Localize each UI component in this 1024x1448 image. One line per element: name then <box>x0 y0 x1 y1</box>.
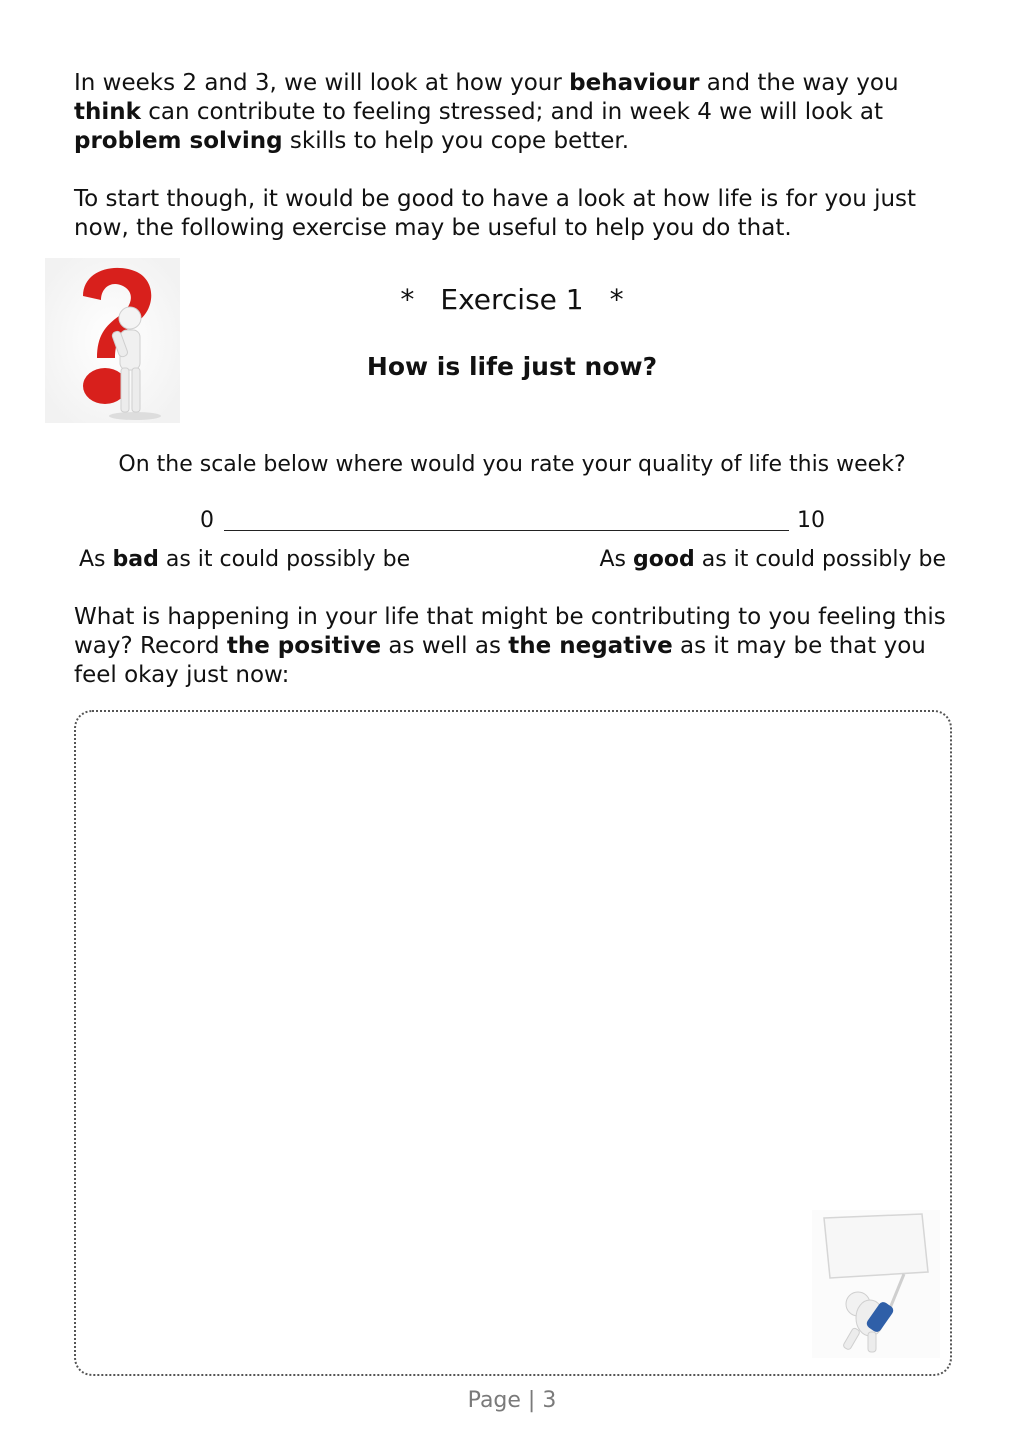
intro-paragraph-start: To start though, it would be good to have a look at how life is for you just now, the following exercise may be useful to help you do that. <box>74 186 917 241</box>
reflection-prompt <box>74 603 954 690</box>
intro-text: and the way you <box>699 70 899 96</box>
star-icon: * <box>609 283 624 316</box>
scale-anchor-good <box>599 545 946 575</box>
intro-paragraph-weeks <box>74 69 954 156</box>
anchor-text: as it could possibly be <box>694 547 946 572</box>
emphasis-behaviour: behaviour <box>569 70 700 96</box>
exercise-subtitle: How is life just now? <box>366 352 658 381</box>
prompt-text: as it may be that you feel okay just now: <box>74 633 926 688</box>
prompt-text: as well as <box>381 633 509 659</box>
emphasis-positive: the positive <box>226 633 382 659</box>
emphasis-negative: the negative <box>508 633 673 659</box>
scale-min-label: 0 <box>200 508 214 533</box>
scale-question: On the scale below where would you rate your quality of life this week? <box>118 452 906 477</box>
anchor-text: as it could possibly be <box>158 547 411 572</box>
emphasis-problem-solving: problem solving <box>74 128 283 154</box>
emphasis-think: think <box>74 99 141 125</box>
intro-text: In weeks 2 and 3, we will look at how your <box>74 70 570 96</box>
exercise-title: Exercise 1 <box>440 283 584 316</box>
anchor-text: As <box>599 547 633 572</box>
emphasis-good: good <box>632 547 695 572</box>
exercise-heading <box>0 282 1024 318</box>
star-icon: * <box>400 283 415 316</box>
prompt-text: What is happening in your life that might be contributing to you feeling this way? Record <box>74 604 946 659</box>
page-number: Page | 3 <box>467 1388 557 1413</box>
scale-anchor-bad <box>79 545 410 575</box>
intro-text: skills to help you cope better. <box>282 128 630 154</box>
anchor-text: As <box>79 547 113 572</box>
rating-scale-line[interactable] <box>224 530 789 531</box>
emphasis-bad: bad <box>112 547 159 572</box>
scale-max-label: 10 <box>797 508 825 533</box>
intro-text: can contribute to feeling stressed; and in week 4 we will look at <box>140 99 884 125</box>
figure-holding-sign-icon <box>812 1210 940 1358</box>
